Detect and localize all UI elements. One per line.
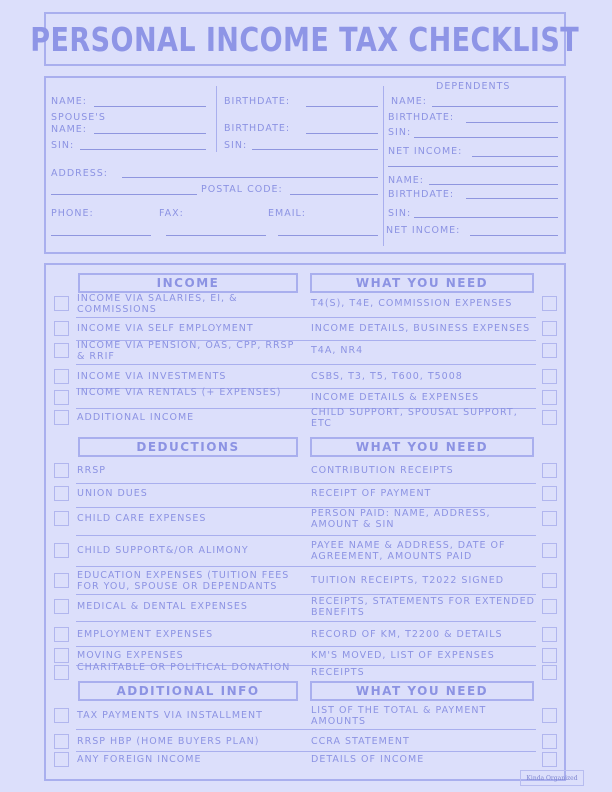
row-separator xyxy=(76,535,536,536)
row-separator xyxy=(76,751,536,752)
info-divider-1 xyxy=(216,86,217,152)
checkbox-left[interactable] xyxy=(54,486,69,501)
checklist-item: CHARITABLE OR POLITICAL DONATION xyxy=(77,662,291,673)
checkbox-right[interactable] xyxy=(542,648,557,663)
checkbox-left[interactable] xyxy=(54,410,69,425)
checklist-item: TAX PAYMENTS VIA INSTALLMENT xyxy=(77,710,263,721)
checkbox-left[interactable] xyxy=(54,369,69,384)
checkbox-right[interactable] xyxy=(542,321,557,336)
dep1-birthdate-field[interactable] xyxy=(466,122,558,123)
dep1-birthdate-label: BIRTHDATE: xyxy=(388,112,455,123)
checkbox-left[interactable] xyxy=(54,543,69,558)
spouse-birthdate-label: BIRTHDATE: xyxy=(224,123,291,134)
dep2-net-income-label: NET INCOME: xyxy=(386,225,461,236)
info-divider-2 xyxy=(383,86,384,246)
checkbox-left[interactable] xyxy=(54,752,69,767)
dep1-net-income-label: NET INCOME: xyxy=(388,146,463,157)
checkbox-right[interactable] xyxy=(542,734,557,749)
checklist-need: RECEIPT OF PAYMENT xyxy=(311,488,432,499)
row-separator xyxy=(76,483,536,484)
name-label: NAME: xyxy=(51,96,88,107)
address-field-2[interactable] xyxy=(51,194,197,195)
checklist-item: INCOME VIA PENSION, OAS, CPP, RRSP & RRIF xyxy=(77,340,295,362)
checkbox-left[interactable] xyxy=(54,708,69,723)
checklist-item: MEDICAL & DENTAL EXPENSES xyxy=(77,601,248,612)
checklist-need: LIST OF THE TOTAL & PAYMENT AMOUNTS xyxy=(311,705,487,727)
checkbox-left[interactable] xyxy=(54,296,69,311)
brand-logo-text: Kinda Organized xyxy=(526,774,578,782)
phone-label: PHONE: xyxy=(51,208,94,219)
checklist-need: INCOME DETAILS, BUSINESS EXPENSES xyxy=(311,323,531,334)
email-label: EMAIL: xyxy=(268,208,306,219)
brand-logo xyxy=(520,770,584,786)
birthdate-field[interactable] xyxy=(306,106,378,107)
address-field[interactable] xyxy=(122,177,378,178)
checkbox-right[interactable] xyxy=(542,410,557,425)
checklist-item: INCOME VIA SELF EMPLOYMENT xyxy=(77,323,254,334)
dep2-name-label: NAME: xyxy=(388,175,425,186)
checklist-need: CONTRIBUTION RECEIPTS xyxy=(311,465,454,476)
dep2-sin-label: SIN: xyxy=(388,208,412,219)
postal-code-field[interactable] xyxy=(290,194,378,195)
checklist-need: T4(S), T4E, COMMISSION EXPENSES xyxy=(311,298,513,309)
checkbox-right[interactable] xyxy=(542,343,557,358)
checklist-need: CHILD SUPPORT, SPOUSAL SUPPORT, ETC xyxy=(311,407,518,429)
checklist-need: DETAILS OF INCOME xyxy=(311,754,425,765)
row-separator xyxy=(76,594,536,595)
fax-label: FAX: xyxy=(159,208,184,219)
dep2-birthdate-label: BIRTHDATE: xyxy=(388,189,455,200)
checkbox-right[interactable] xyxy=(542,627,557,642)
need-header-2: WHAT YOU NEED xyxy=(310,681,534,701)
checkbox-right[interactable] xyxy=(542,543,557,558)
dep1-sin-field[interactable] xyxy=(414,137,558,138)
checklist-item: INCOME VIA SALARIES, EI, & COMMISSIONS xyxy=(77,293,238,315)
checkbox-right[interactable] xyxy=(542,390,557,405)
email-field[interactable] xyxy=(278,235,378,236)
dep2-net-income-field[interactable] xyxy=(470,235,558,236)
row-separator xyxy=(76,646,536,647)
checklist-item: UNION DUES xyxy=(77,488,148,499)
row-separator xyxy=(76,566,536,567)
checklist-need: PERSON PAID: NAME, ADDRESS, AMOUNT & SIN xyxy=(311,508,491,530)
checklist-need: RECEIPTS, STATEMENTS FOR EXTENDED BENEFITS xyxy=(311,596,535,618)
checklist-item: RRSP xyxy=(77,465,106,476)
checkbox-left[interactable] xyxy=(54,390,69,405)
dep1-net-income-field[interactable] xyxy=(472,156,558,157)
checkbox-right[interactable] xyxy=(542,486,557,501)
row-separator xyxy=(76,364,536,365)
checkbox-right[interactable] xyxy=(542,511,557,526)
checkbox-left[interactable] xyxy=(54,648,69,663)
address-label: ADDRESS: xyxy=(51,168,108,179)
checklist-need: INCOME DETAILS & EXPENSES xyxy=(311,392,480,403)
checkbox-right[interactable] xyxy=(542,599,557,614)
checklist-need: TUITION RECEIPTS, T2022 SIGNED xyxy=(311,575,505,586)
checkbox-left[interactable] xyxy=(54,665,69,680)
dep-separator xyxy=(388,166,558,167)
section-header-0: INCOME xyxy=(78,273,298,293)
fax-field[interactable] xyxy=(166,235,266,236)
dep2-name-field[interactable] xyxy=(429,184,558,185)
dep2-birthdate-field[interactable] xyxy=(466,198,558,199)
checklist-need: CSBS, T3, T5, T600, T5008 xyxy=(311,371,463,382)
checkbox-right[interactable] xyxy=(542,665,557,680)
checklist-item: EDUCATION EXPENSES (TUITION FEES FOR YOU, SPOUSE OR DEPENDANTS xyxy=(77,570,290,592)
spouse-birthdate-field[interactable] xyxy=(306,133,378,134)
spouse-name-field[interactable] xyxy=(94,133,206,134)
dep1-name-field[interactable] xyxy=(432,106,558,107)
checkbox-right[interactable] xyxy=(542,708,557,723)
personal-info-box xyxy=(44,76,566,254)
checkbox-right[interactable] xyxy=(542,296,557,311)
checkbox-left[interactable] xyxy=(54,573,69,588)
checklist-item: RRSP HBP (HOME BUYERS PLAN) xyxy=(77,736,260,747)
section-header-2: ADDITIONAL INFO xyxy=(78,681,298,701)
page-title-box xyxy=(30,12,580,66)
spouse-label-1: SPOUSE'S xyxy=(51,112,106,123)
dep1-sin-label: SIN: xyxy=(388,127,412,138)
checklist-need: KM'S MOVED, LIST OF EXPENSES xyxy=(311,650,495,661)
checklist-need: PAYEE NAME & ADDRESS, DATE OF AGREEMENT, AMOUNTS PAID xyxy=(311,540,506,562)
dep1-name-label: NAME: xyxy=(391,96,428,107)
checklist-need: CCRA STATEMENT xyxy=(311,736,410,747)
dependents-title: DEPENDENTS xyxy=(436,81,511,92)
checklist-item: CHILD CARE EXPENSES xyxy=(77,513,207,524)
phone-field[interactable] xyxy=(51,235,151,236)
spouse-sin-field[interactable] xyxy=(252,149,378,150)
birthdate-label: BIRTHDATE: xyxy=(224,96,291,107)
checklist-item: ADDITIONAL INCOME xyxy=(77,412,195,423)
checklist-need: RECEIPTS xyxy=(311,667,365,678)
dep2-sin-field[interactable] xyxy=(414,217,558,218)
checklist-item: EMPLOYMENT EXPENSES xyxy=(77,629,214,640)
spouse-name-label: NAME: xyxy=(51,124,88,135)
page-title: PERSONAL INCOME TAX CHECKLIST xyxy=(30,19,580,59)
row-separator xyxy=(76,621,536,622)
checkbox-right[interactable] xyxy=(542,463,557,478)
checkbox-left[interactable] xyxy=(54,599,69,614)
postal-code-label: POSTAL CODE: xyxy=(201,184,283,195)
checklist-item: INCOME VIA RENTALS (+ EXPENSES) xyxy=(77,387,282,398)
checklist-item: ANY FOREIGN INCOME xyxy=(77,754,202,765)
checkbox-left[interactable] xyxy=(54,627,69,642)
need-header-1: WHAT YOU NEED xyxy=(310,437,534,457)
section-header-1: DEDUCTIONS xyxy=(78,437,298,457)
row-separator xyxy=(76,317,536,318)
checkbox-left[interactable] xyxy=(54,463,69,478)
name-field[interactable] xyxy=(94,106,206,107)
checklist-item: MOVING EXPENSES xyxy=(77,650,184,661)
checkbox-right[interactable] xyxy=(542,752,557,767)
checkbox-right[interactable] xyxy=(542,369,557,384)
checklist-need: RECORD OF KM, T2200 & DETAILS xyxy=(311,629,503,640)
spouse-sin-label: SIN: xyxy=(224,140,248,151)
row-separator xyxy=(76,729,536,730)
checklist-item: CHILD SUPPORT&/OR ALIMONY xyxy=(77,545,249,556)
checkbox-left[interactable] xyxy=(54,321,69,336)
sin-field[interactable] xyxy=(80,149,206,150)
checklist-need: T4A, NR4 xyxy=(311,345,364,356)
need-header-0: WHAT YOU NEED xyxy=(310,273,534,293)
checkbox-left[interactable] xyxy=(54,343,69,358)
checklist-item: INCOME VIA INVESTMENTS xyxy=(77,371,227,382)
checkbox-right[interactable] xyxy=(542,573,557,588)
checkbox-left[interactable] xyxy=(54,734,69,749)
sin-label: SIN: xyxy=(51,140,75,151)
checkbox-left[interactable] xyxy=(54,511,69,526)
